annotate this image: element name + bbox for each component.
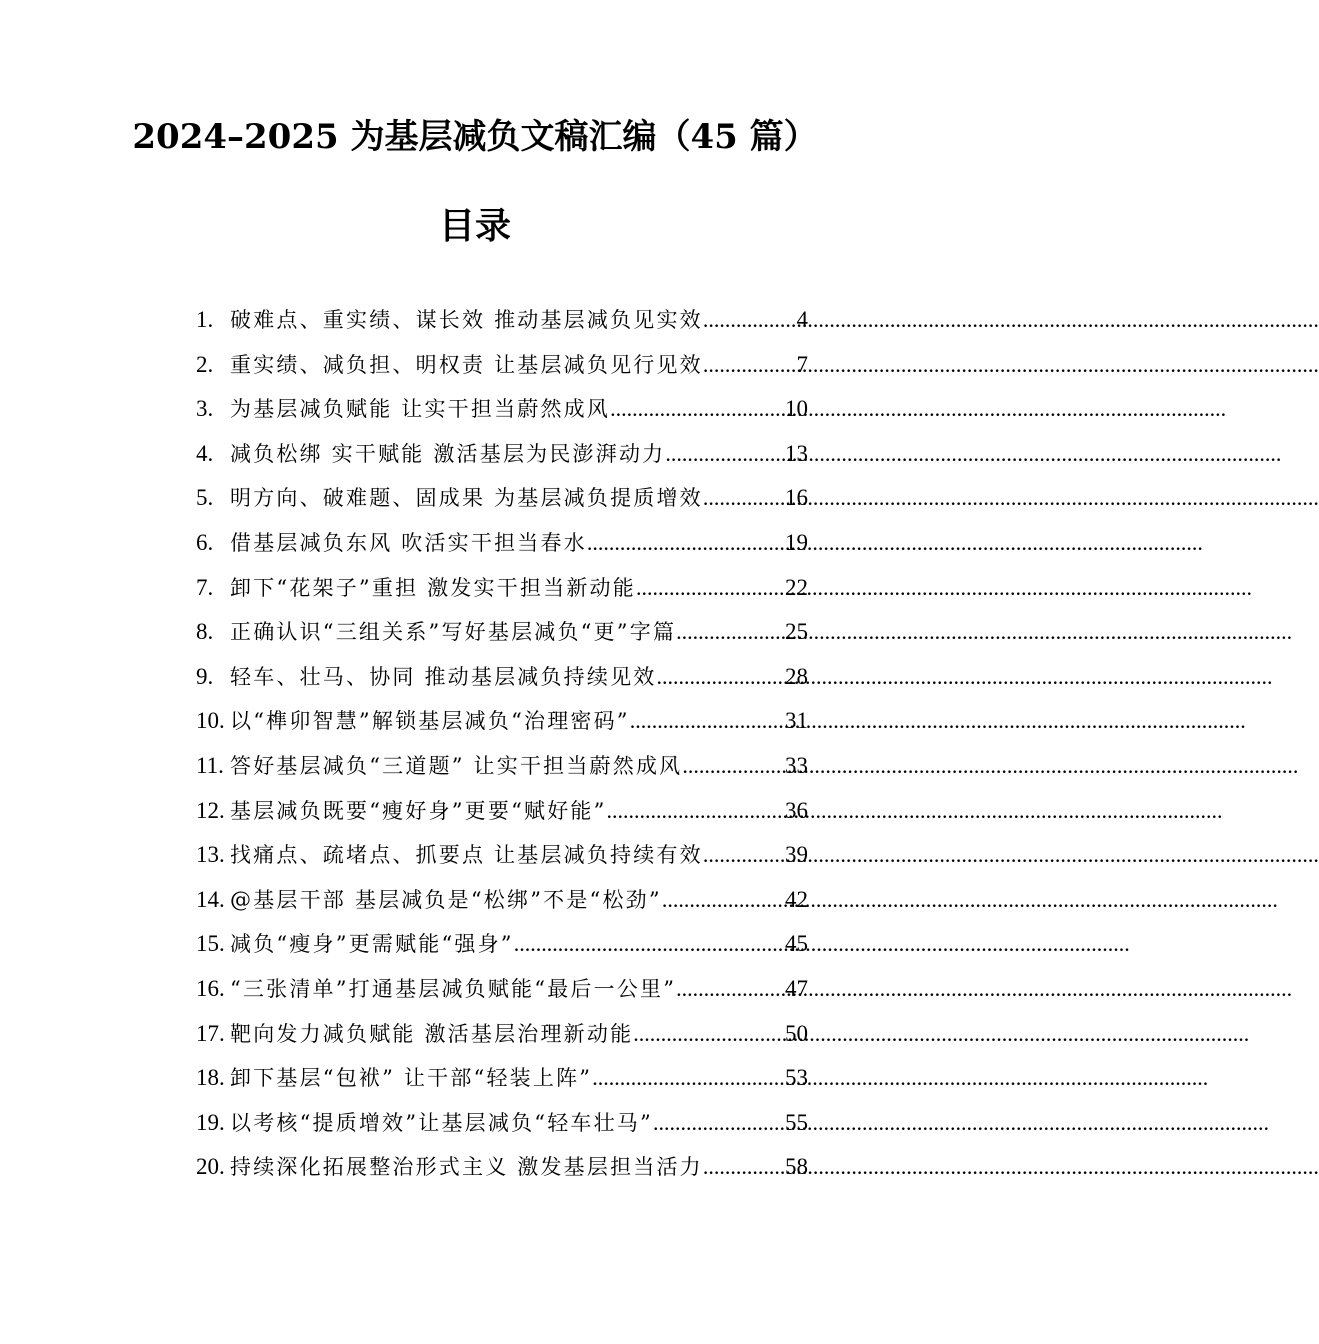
toc-entry-page: 4 [796,307,808,332]
toc-leader-dots [665,432,785,477]
document-title: 2024–2025 为基层减负文稿汇编（45 篇） [132,117,818,157]
toc-entry-page: 36 [785,797,808,823]
toc-entry-number: 16. [196,975,225,1001]
toc-entry-page: 39 [785,842,808,868]
toc-leader-dots [587,521,785,566]
toc-entry-page: 31 [785,708,808,734]
toc-entry-number: 14. [196,886,225,912]
toc-entry-page: 50 [785,1020,808,1046]
toc-entry-page: 22 [785,574,808,600]
toc-entry[interactable] [196,833,808,878]
toc-entry-title: 重实绩、减负担、明权责 让基层减负见行见效 [230,352,703,377]
toc-leader-dots [703,343,797,388]
toc-entry-page: 45 [785,931,808,957]
toc-entry-page: 33 [785,752,808,778]
toc-entry-title: 轻车、壮马、协同 推动基层减负持续见效 [230,664,657,689]
toc-entry-title: 靶向发力减负赋能 激活基层治理新动能 [230,1021,634,1046]
toc-entry[interactable] [196,476,808,521]
toc-entry[interactable] [196,298,808,343]
toc-entry[interactable] [196,521,808,566]
toc-entry-page: 47 [785,975,808,1001]
toc-entry-number: 7. [196,574,214,600]
toc-entry-number: 9. [196,663,214,689]
toc-leader-dots [703,833,785,878]
toc-entry-number: 19. [196,1109,225,1135]
toc-entry-number: 4. [196,440,214,466]
toc-entry-page: 19 [785,529,808,555]
toc-entry[interactable] [196,744,808,789]
toc-leader-dots [676,610,785,655]
toc-heading: 目录 [438,205,511,247]
toc-leader-dots [636,566,785,611]
toc-entry-number: 1. [196,307,214,332]
toc-entry-title: 答好基层减负“三道题” 让实干担当蔚然成风 [230,753,683,778]
toc-entry-title: 减负松绑 实干赋能 激活基层为民澎湃动力 [230,441,666,466]
toc-entry-number: 3. [196,396,214,422]
toc-leader-dots [607,789,785,834]
toc-entry-number: 13. [196,842,225,868]
toc-entry-number: 5. [196,485,214,511]
toc-entry[interactable] [196,655,808,700]
toc-entry[interactable] [196,387,808,432]
toc-entry[interactable] [196,878,808,923]
toc-entry-number: 11. [196,752,224,778]
toc-entry-title: 明方向、破难题、固成果 为基层减负提质增效 [230,486,703,511]
toc-leader-dots [703,1145,785,1190]
toc-entry-page: 42 [785,886,808,912]
toc-entry-title: 以考核“提质增效”让基层减负“轻车壮马” [230,1110,653,1135]
toc-leader-dots [656,655,785,700]
toc-entry-number: 12. [196,797,225,823]
toc-entry-title: 减负“瘦身”更需赋能“强身” [230,932,514,957]
toc-entry-number: 2. [196,351,214,377]
table-of-contents [196,298,808,1190]
toc-entry[interactable] [196,566,808,611]
toc-entry[interactable] [196,922,808,967]
toc-entry-page: 28 [785,663,808,689]
toc-entry-title: 借基层减负东风 吹活实干担当春水 [230,530,587,555]
toc-leader-dots [630,699,785,744]
toc-entry-title: 持续深化拓展整治形式主义 激发基层担当活力 [230,1155,703,1180]
toc-entry[interactable] [196,967,808,1012]
toc-entry-number: 17. [196,1020,225,1046]
toc-entry-page: 13 [785,440,808,466]
toc-entry[interactable] [196,1145,808,1190]
toc-entry-title: 找痛点、疏堵点、抓要点 让基层减负持续有效 [230,843,703,868]
toc-entry-number: 10. [196,708,225,734]
toc-entry-title: 卸下基层“包袱” 让干部“轻装上阵” [230,1066,593,1091]
toc-leader-dots [633,1012,785,1057]
toc-leader-dots [610,387,785,432]
toc-entry-title: 为基层减负赋能 让实干担当蔚然成风 [230,397,611,422]
toc-entry-page: 53 [785,1065,808,1091]
toc-entry-title: 正确认识“三组关系”写好基层减负“更”字篇 [230,620,677,645]
toc-entry-title: 基层减负既要“瘦好身”更要“赋好能” [230,798,607,823]
toc-entry-page: 25 [785,619,808,645]
toc-leader-dots [703,476,785,521]
toc-entry-title: 以“榫卯智慧”解锁基层减负“治理密码” [230,709,630,734]
toc-entry-page: 58 [785,1154,808,1180]
toc-entry[interactable] [196,1056,808,1101]
toc-entry-title: 卸下“花架子”重担 激发实干担当新动能 [230,575,636,600]
toc-leader-dots [676,967,785,1012]
toc-leader-dots [662,878,785,923]
toc-leader-dots [592,1056,785,1101]
toc-entry-number: 20. [196,1154,225,1180]
toc-entry[interactable] [196,432,808,477]
toc-entry[interactable] [196,610,808,655]
toc-entry-title: @基层干部 基层减负是“松绑”不是“松劲” [230,887,662,912]
toc-entry-number: 8. [196,619,214,645]
toc-leader-dots [703,298,797,343]
toc-entry-title: 破难点、重实绩、谋长效 推动基层减负见实效 [230,308,703,332]
toc-leader-dots [514,922,785,967]
toc-entry-page: 55 [785,1109,808,1135]
toc-entry-number: 15. [196,931,225,957]
toc-entry[interactable] [196,1101,808,1146]
toc-entry[interactable] [196,699,808,744]
toc-entry[interactable] [196,343,808,388]
toc-entry-page: 7 [796,351,808,377]
toc-entry-number: 6. [196,529,214,555]
toc-leader-dots [682,744,785,789]
toc-entry-number: 18. [196,1065,225,1091]
toc-entry[interactable] [196,789,808,834]
toc-entry-page: 16 [785,485,808,511]
toc-leader-dots [653,1101,785,1146]
toc-entry-title: “三张清单”打通基层减负赋能“最后一公里” [230,976,677,1001]
toc-entry[interactable] [196,1012,808,1057]
toc-entry-page: 10 [785,396,808,422]
